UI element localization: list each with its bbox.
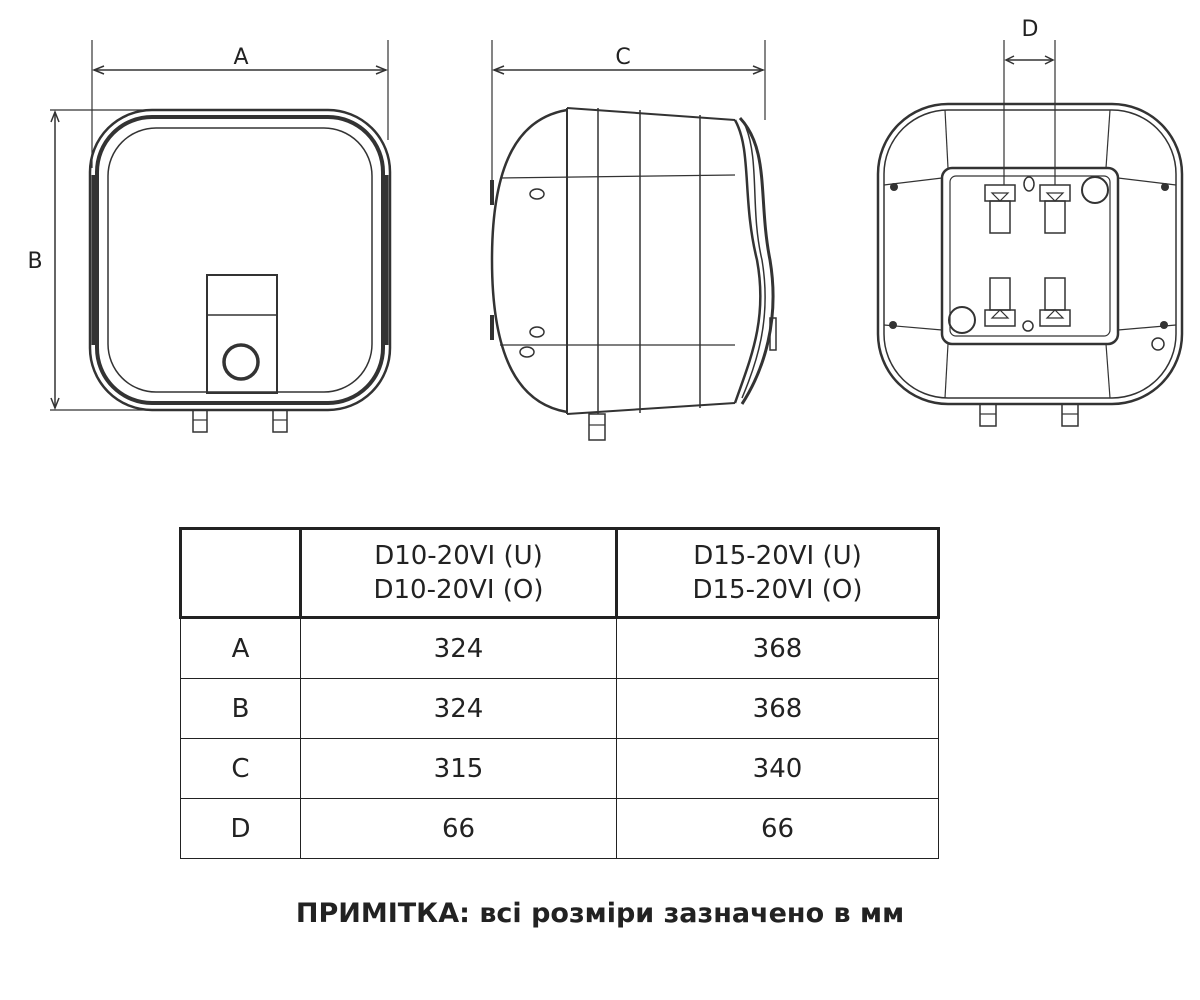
front-view: [50, 40, 390, 432]
column-header-line: D15-20VI (U): [693, 541, 862, 571]
column-header-d15: [617, 529, 939, 618]
table-cell: 66: [617, 799, 939, 859]
table-cell: 324: [301, 618, 617, 679]
dimension-label-c: C: [615, 45, 631, 70]
table-row: [181, 679, 939, 739]
column-header-d10: [301, 529, 617, 618]
technical-drawings: [0, 0, 1200, 470]
dimension-label-b: B: [27, 249, 43, 274]
table-corner-cell: [181, 529, 301, 618]
table-cell: 315: [301, 739, 617, 799]
column-header-line: D15-20VI (O): [692, 575, 863, 605]
table-cell: 324: [301, 679, 617, 739]
column-header-line: D10-20VI (O): [373, 575, 544, 605]
row-label: D: [181, 799, 301, 859]
table-cell: 340: [617, 739, 939, 799]
dimension-label-d: D: [1021, 17, 1039, 42]
rear-view: [878, 40, 1182, 426]
table-header-row: [181, 529, 939, 618]
table-row: [181, 739, 939, 799]
note-text: ПРИМІТКА: всі розміри зазначено в мм: [295, 898, 905, 929]
table-row: [181, 618, 939, 679]
table-cell: 368: [617, 679, 939, 739]
row-label: C: [181, 739, 301, 799]
row-label: B: [181, 679, 301, 739]
column-header-line: D10-20VI (U): [374, 541, 543, 571]
table-cell: 368: [617, 618, 939, 679]
row-label: A: [181, 618, 301, 679]
table-cell: 66: [301, 799, 617, 859]
side-view: [492, 40, 776, 440]
dimensions-table: [179, 527, 940, 859]
dimension-label-a: A: [233, 45, 249, 70]
table-row: [181, 799, 939, 859]
